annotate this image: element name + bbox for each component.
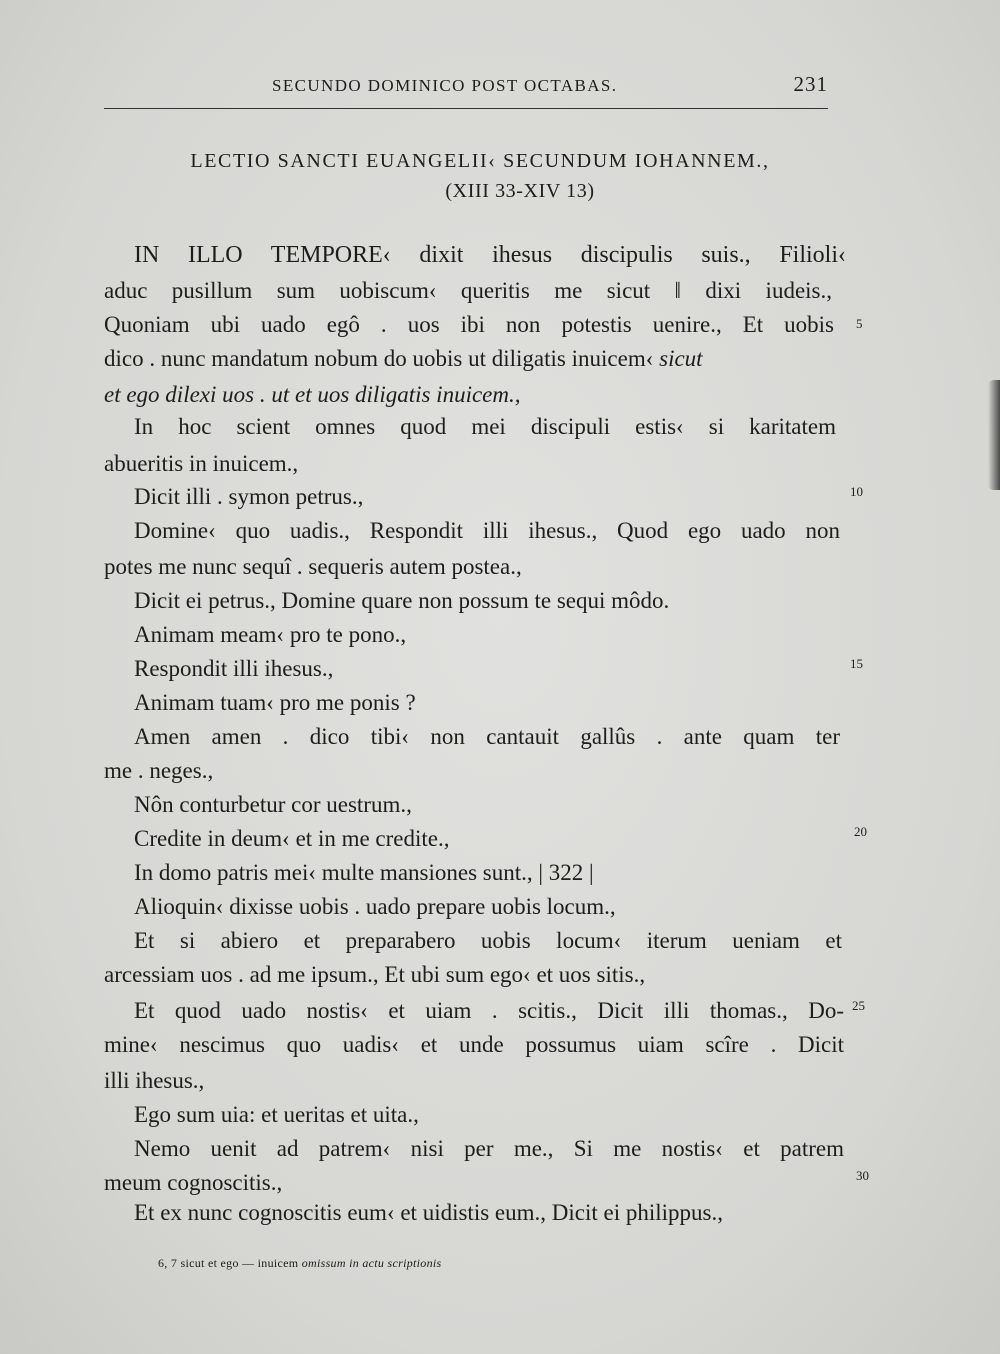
text-line-content: Domine‹ quo uadis., Respondit illi ihesus., Quod ego uado non [134, 518, 840, 543]
text-line [134, 240, 846, 270]
footnote-reference: 6, 7 sicut et ego — inuicem [158, 1256, 299, 1270]
text-line-content: me . neges., [104, 758, 214, 783]
text-line-content: et ego dilexi uos . ut et uos diligatis inuicem., [104, 382, 521, 407]
text-line [104, 1030, 844, 1060]
text-line [104, 380, 521, 410]
italic-fragment: sicut [659, 346, 703, 371]
text-line [134, 620, 406, 650]
running-title: SECUNDO DOMINICO POST OCTABAS. [272, 76, 618, 95]
text-line-content: In domo patris mei‹ multe mansiones sunt., | 322 | [134, 860, 594, 885]
text-line-content: IN ILLO TEMPORE‹ dixit ihesus discipulis suis., Filioli‹ [134, 242, 846, 268]
line-number: 25 [852, 998, 865, 1013]
text-line-content: Dicit illi . symon petrus., [134, 484, 364, 509]
text-line-content: dico . nunc mandatum nobum do uobis ut diligatis inuicem‹ sicut [104, 346, 703, 371]
text-line [134, 790, 412, 820]
line-number: 15 [850, 656, 863, 671]
text-line [134, 996, 844, 1026]
line-number: 10 [850, 484, 863, 499]
text-line [104, 1168, 282, 1198]
text-line [104, 449, 298, 479]
text-line [134, 586, 669, 616]
text-line [134, 516, 840, 546]
text-line-content: aduc pusillum sum uobiscum‹ queritis me sicut ‖ dixi iudeis., [104, 278, 832, 303]
text-line-content: Animam meam‹ pro te pono., [134, 622, 407, 647]
text-line-content: Quoniam ubi uado egô . uos ibi non potestis uenire., Et uobis [104, 312, 834, 337]
page-number: 231 [793, 72, 828, 96]
text-line [104, 756, 213, 786]
text-line-content: arcessiam uos . ad me ipsum., Et ubi sum ego‹ et uos sitis., [104, 962, 646, 987]
text-line-content: Respondit illi ihesus., [134, 656, 334, 681]
heading-title: LECTIO SANCTI EUANGELII‹ SECUNDUM IOHANNEM., [190, 150, 770, 172]
text-line [134, 722, 840, 752]
text-line [104, 552, 522, 582]
text-line [104, 276, 832, 306]
line-number: 20 [854, 824, 867, 839]
text-line [104, 344, 838, 374]
text-line-content: Nôn conturbetur cor uestrum., [134, 792, 412, 817]
text-line-content: potes me nunc sequî . sequeris autem postea., [104, 554, 522, 579]
text-line [134, 1134, 844, 1164]
text-line-content: Alioquin‹ dixisse uobis . uado prepare uobis locum., [134, 894, 616, 919]
text-line-content: illi ihesus., [104, 1068, 205, 1093]
text-line-content: Dicit ei petrus., Domine quare non possum te sequi môdo. [134, 588, 670, 613]
line-number: 30 [856, 1168, 869, 1183]
text-line-content: Et si abiero et preparabero uobis locum‹ iterum ueniam et [134, 928, 842, 953]
text-line [104, 1066, 204, 1096]
text-line-content: Credite in deum‹ et in me credite., [134, 826, 450, 851]
text-line [134, 926, 842, 956]
text-line [104, 960, 645, 990]
footnote-note: omissum in actu scriptionis [301, 1256, 442, 1270]
text-line [134, 858, 594, 888]
text-line-content: Et quod uado nostis‹ et uiam . scitis., Dicit illi thomas., Do- [134, 998, 844, 1023]
text-line [134, 1100, 419, 1130]
line-number: 5 [856, 316, 863, 331]
text-line-content: Et ex nunc cognoscitis eum‹ et uidistis eum., Dicit ei philippus., [134, 1200, 723, 1225]
text-line-content: meum cognoscitis., [104, 1170, 283, 1195]
text-line [134, 824, 450, 854]
text-line-content: abueritis in inuicem., [104, 451, 299, 476]
text-line-content: Nemo uenit ad patrem‹ nisi per me., Si me nostis‹ et patrem [134, 1136, 844, 1161]
text-line [134, 892, 616, 922]
text-line [104, 310, 834, 340]
text-line-content: Ego sum uia: et ueritas et uita., [134, 1102, 419, 1127]
text-line [134, 688, 416, 718]
text-line [134, 654, 333, 684]
heading-reference: (XIII 33-XIV 13) [445, 180, 595, 202]
text-line-content: Animam tuam‹ pro me ponis ? [134, 690, 416, 715]
text-line [134, 1198, 723, 1228]
page-edge-shadow [988, 380, 1000, 490]
text-line [134, 412, 836, 442]
text-line-content: Amen amen . dico tibi‹ non cantauit gallûs . ante quam ter [134, 724, 840, 749]
text-line [134, 482, 363, 512]
footnote [158, 1256, 442, 1271]
text-line-content: In hoc scient omnes quod mei discipuli estis‹ si karitatem [134, 414, 836, 439]
text-line-content: mine‹ nescimus quo uadis‹ et unde possumus uiam scîre . Dicit [104, 1032, 844, 1057]
